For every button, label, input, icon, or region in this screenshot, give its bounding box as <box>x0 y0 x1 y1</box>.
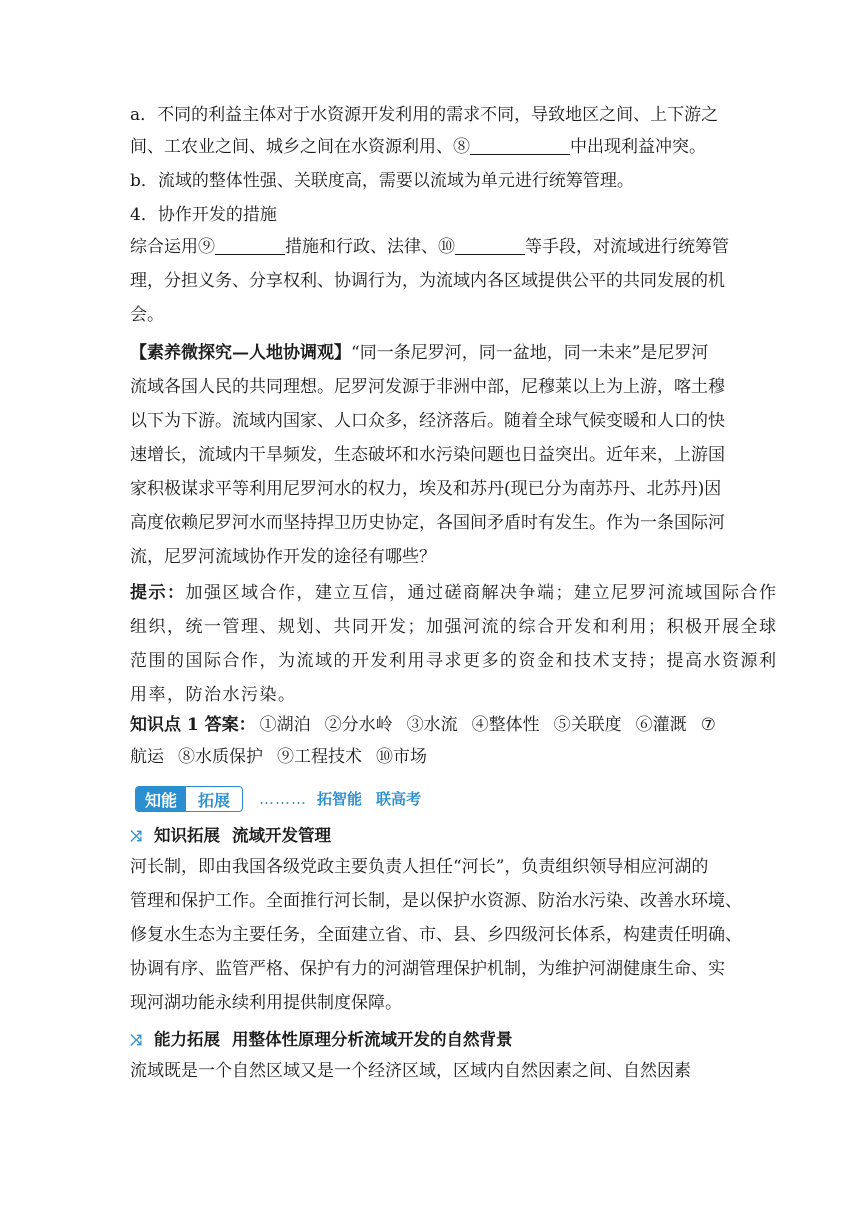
shuffle-icon: ⤨ <box>130 1031 143 1049</box>
fill-blank-10 <box>455 234 525 255</box>
text-fragment: “同一条尼罗河，同一盆地，同一未来”是尼罗河 <box>351 343 709 363</box>
ability-heading <box>130 1024 513 1056</box>
inquiry-line: 流域各国人民的共同理想。尼罗河发源于非洲中部，尼穆莱以上为上游，喀土穆 <box>130 377 725 397</box>
answer-item: ⑤关联度 <box>553 715 622 735</box>
text-line: 会。 <box>130 305 164 325</box>
banner-word: 联高考 <box>376 790 422 808</box>
answer-item: ①湖泊 <box>259 715 311 735</box>
text-line: 现河湖功能永续利用提供制度保障。 <box>130 993 402 1013</box>
text-line: 流域既是一个自然区域又是一个经济区域，区域内自然因素之间、自然因素 <box>130 1061 691 1081</box>
shuffle-icon: ⤨ <box>130 827 143 845</box>
section-heading: 4．协作开发的措施 <box>130 205 277 225</box>
inquiry-label: 【素养微探究—人地协调观】 <box>130 343 351 363</box>
inquiry-line: 家积极谋求平等利用尼罗河水的权力，埃及和苏丹(现已分为南苏丹、北苏丹)因 <box>130 479 722 499</box>
text-fragment: 间、工农业之间、城乡之间在水资源利用、⑧ <box>130 137 470 157</box>
answer-item: ⑨工程技术 <box>277 747 362 767</box>
banner-word: 拓智能 <box>317 790 363 808</box>
answer-item: ③水流 <box>406 715 458 735</box>
banner-badge-left: 知能 <box>136 787 186 811</box>
banner-badge-right: 拓展 <box>197 790 230 810</box>
text-line: 河长制，即由我国各级党政主要负责人担任“河长”，负责组织领导相应河湖的 <box>130 857 709 877</box>
text-line <box>130 232 732 263</box>
text-line: 理，分担义务、分享权利、协调行为，为流域内各区域提供公平的共同发展的机 <box>130 271 725 291</box>
answer-item: ⑦ <box>700 715 716 735</box>
answers-label: 知识点 1 答案： <box>130 715 256 735</box>
inquiry-line: 高度依赖尼罗河水而坚持捍卫历史协定，各国间矛盾时有发生。作为一条国际河 <box>130 513 725 533</box>
text-fragment: 加强区域合作，建立互信，通过磋商解决争端；建立尼罗河流域国际合作 <box>185 583 778 603</box>
text-line: b．流域的整体性强、关联度高，需要以流域为单元进行统筹管理。 <box>130 171 634 191</box>
banner-tagline <box>259 788 421 810</box>
heading-title: 流域开发管理 <box>232 826 331 845</box>
heading-title: 用整体性原理分析流域开发的自然背景 <box>232 1030 513 1049</box>
answers-line <box>130 710 732 741</box>
text-line: 协调有序、监管严格、保护有力的河湖管理保护机制，为维护河湖健康生命、实 <box>130 959 725 979</box>
text-line: a．不同的利益主体对于水资源开发利用的需求不同，导致地区之间、上下游之 <box>130 105 719 125</box>
answer-item: ⑩市场 <box>376 747 427 767</box>
answer-item: 航运 <box>130 747 164 767</box>
banner-dots: ……… <box>259 790 307 808</box>
inquiry-line: 速增长，流域内干旱频发，生态破坏和水污染问题也日益突出。近年来，上游国 <box>130 445 725 465</box>
answer-item: ④整体性 <box>471 715 540 735</box>
text-fragment: 中出现利益冲突。 <box>570 137 706 157</box>
text-line: 修复水生态为主要任务，全面建立省、市、县、乡四级河长体系，构建责任明确、 <box>130 925 742 945</box>
hint-line: 组织，统一管理、规划、共同开发；加强河流的综合开发和利用；积极开展全球 <box>130 617 778 637</box>
hint-line: 用率，防治水污染。 <box>130 685 297 705</box>
hint-label: 提示： <box>130 583 186 603</box>
inquiry-line: 流，尼罗河流域协作开发的途径有哪些？ <box>130 547 436 567</box>
fill-blank-9 <box>215 234 285 255</box>
text-fragment: 综合运用⑨ <box>130 237 215 257</box>
text-fragment: 等手段，对流域进行统筹管 <box>525 237 729 257</box>
banner-badge <box>135 786 243 812</box>
fill-blank-8 <box>470 134 570 155</box>
text-line: 管理和保护工作。全面推行河长制，是以保护水资源、防治水污染、改善水环境、 <box>130 891 742 911</box>
answer-item: ⑥灌溉 <box>635 715 687 735</box>
text-fragment: 措施和行政、法律、⑩ <box>285 237 455 257</box>
heading-label: 知识拓展 <box>154 826 220 845</box>
hint-line: 范围的国际合作，为流域的开发利用寻求更多的资金和技术支持；提高水资源利 <box>130 651 778 671</box>
answers-line <box>130 742 732 773</box>
hint-line <box>130 578 778 609</box>
inquiry-line <box>130 338 732 369</box>
answer-item: ⑧水质保护 <box>178 747 263 767</box>
inquiry-line: 以下为下游。流域内国家、人口众多，经济落后。随着全球气候变暖和人口的快 <box>130 411 725 431</box>
knowledge-heading <box>130 820 331 852</box>
heading-label: 能力拓展 <box>154 1030 220 1049</box>
text-line <box>130 132 732 163</box>
answer-item: ②分水岭 <box>324 715 393 735</box>
